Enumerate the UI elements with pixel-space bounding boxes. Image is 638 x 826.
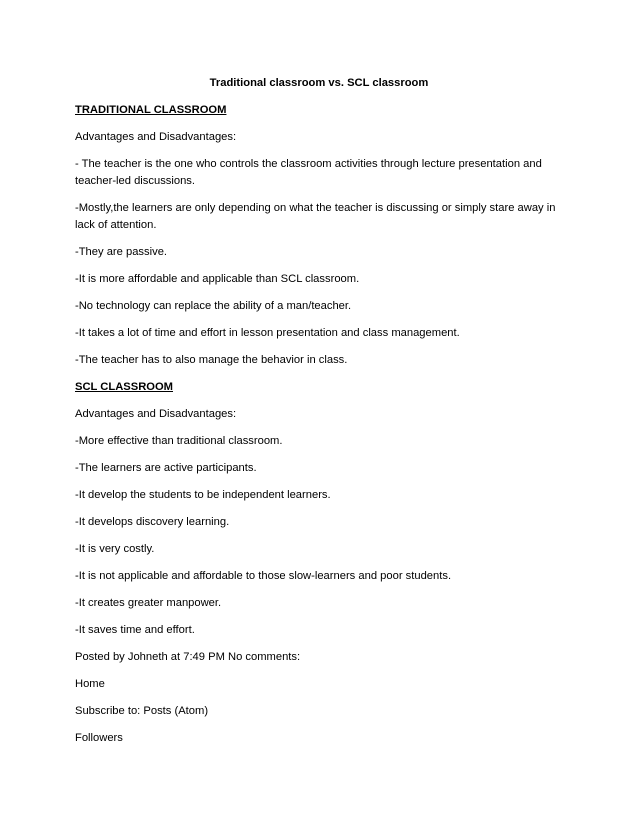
section-heading-traditional: TRADITIONAL CLASSROOM: [75, 104, 227, 116]
list-item: -Mostly,the learners are only depending on what the teacher is discussing or simply stare away in lack of attention.: [75, 202, 556, 231]
list-item: -They are passive.: [75, 246, 168, 258]
section-heading-scl: SCL CLASSROOM: [75, 381, 173, 393]
section-intro-scl: Advantages and Disadvantages:: [75, 408, 237, 420]
followers-label: Followers: [75, 732, 123, 744]
subscribe-link[interactable]: Subscribe to: Posts (Atom): [75, 705, 209, 717]
list-item: -It develop the students to be independent learners.: [75, 489, 331, 501]
list-item: -It takes a lot of time and effort in lesson presentation and class management.: [75, 327, 460, 339]
list-item: -It creates greater manpower.: [75, 597, 222, 609]
list-item: -The teacher has to also manage the behavior in class.: [75, 354, 348, 366]
document-body: [75, 102, 565, 757]
section-intro-traditional: Advantages and Disadvantages:: [75, 131, 237, 143]
list-item: -The learners are active participants.: [75, 462, 257, 474]
home-link[interactable]: Home: [75, 678, 105, 690]
list-item: -It is not applicable and affordable to those slow-learners and poor students.: [75, 570, 452, 582]
list-item: -More effective than traditional classroom.: [75, 435, 283, 447]
list-item: -It is more affordable and applicable than SCL classroom.: [75, 273, 360, 285]
list-item: -No technology can replace the ability of a man/teacher.: [75, 300, 352, 312]
list-item: -It develops discovery learning.: [75, 516, 230, 528]
list-item: -It is very costly.: [75, 543, 155, 555]
list-item: -It saves time and effort.: [75, 624, 195, 636]
document-title: Traditional classroom vs. SCL classroom: [209, 77, 429, 89]
list-item: - The teacher is the one who controls the classroom activities through lecture presentation and teacher-led discussions.: [75, 158, 542, 187]
post-footer: Posted by Johneth at 7:49 PM No comments:: [75, 651, 301, 663]
